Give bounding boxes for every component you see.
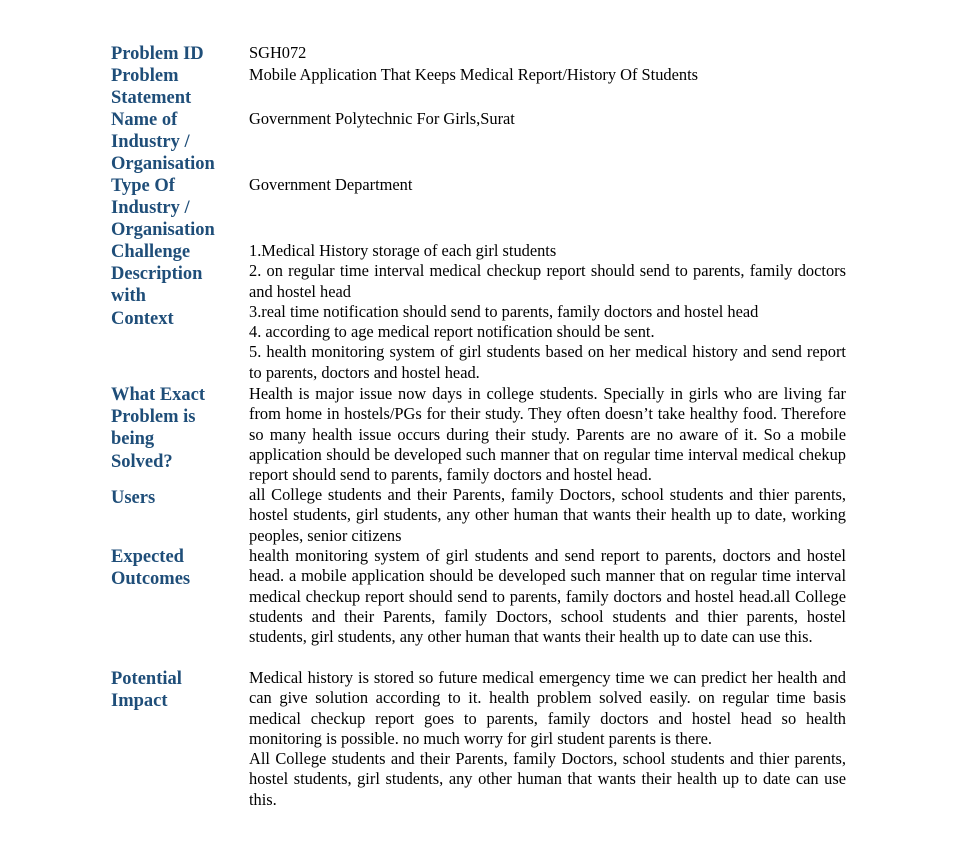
value-problem-statement: Mobile Application That Keeps Medical Report/History Of Students xyxy=(249,65,699,84)
value-problem-id: SGH072 xyxy=(249,43,307,62)
value-problem-solved: Health is major issue now days in college students. Specially in girls who are living far from home in hostels/PGs for their study. They often doesn’t take healthy food. Therefore so many health issue occurs during their study. Parents are no aware of it. So a mobile application should be developed such manner that on regular time interval medical chekup report should send to parents, family doctors and hostel head. xyxy=(249,384,846,485)
value-users: all College students and their Parents, family Doctors, school students and thier parents, hostel students, girl students, any other human that wants their health up to date, working peoples, senior citizens xyxy=(249,485,846,545)
value-organisation-type: Government Department xyxy=(249,175,413,194)
value-expected-outcomes: health monitoring system of girl students and send report to parents, doctors and hostel head. a mobile application should be developed such manner that on regular time interval medical checkup report should send to parents, family doctors and hostel head.all College students and their Parents, family Doctors, school students and thier parents, hostel students, girl students, any other human that wants their health up to date can use this. xyxy=(249,546,846,647)
label-potential-impact: Potential Impact xyxy=(111,669,182,712)
label-organisation-name: Name of Industry / Organisation xyxy=(111,110,215,175)
row-potential-impact xyxy=(111,668,846,810)
label-problem-id: Problem ID xyxy=(111,44,204,64)
row-problem-statement xyxy=(111,65,846,109)
label-users: Users xyxy=(111,488,156,508)
label-challenge-description: Challenge Description with Context xyxy=(111,242,203,329)
row-organisation-name xyxy=(111,109,846,175)
label-problem-statement: Problem Statement xyxy=(111,66,192,109)
row-users xyxy=(111,485,846,546)
value-potential-impact: Medical history is stored so future medical emergency time we can predict her health and can give solution according to it. health problem solved easily. on regular time basis medical checkup report goes to parents, family doctors and hostel head so health monitoring is possible. no much worry for girl student parents is there. All College students and their Parents, family Doctors, school students and thier parents, hostel students, girl students, any other human that wants their health up to date can use this. xyxy=(249,668,846,809)
label-organisation-type: Type Of Industry / Organisation xyxy=(111,176,215,241)
row-organisation-type xyxy=(111,175,846,241)
challenge-item-2: 2. on regular time interval medical checkup report should send to parents, family doctors and hostel head xyxy=(249,261,846,301)
value-challenge-description xyxy=(249,241,846,383)
row-problem-id xyxy=(111,43,846,65)
challenge-item-5: 5. health monitoring system of girl students based on her medical history and send report to parents, doctors and hostel head. xyxy=(249,342,846,382)
row-challenge-description xyxy=(111,241,846,384)
challenge-item-3: 3.real time notification should send to parents, family doctors and hostel head xyxy=(249,301,759,321)
row-expected-outcomes xyxy=(111,546,846,668)
row-problem-solved xyxy=(111,384,846,485)
label-problem-solved: What Exact Problem is being Solved? xyxy=(111,385,206,472)
label-expected-outcomes: Expected Outcomes xyxy=(111,547,191,590)
value-organisation-name: Government Polytechnic For Girls,Surat xyxy=(249,109,515,128)
problem-statement-document xyxy=(111,43,846,810)
challenge-item-4: 4. according to age medical report notification should be sent. xyxy=(249,322,655,342)
challenge-item-1: 1.Medical History storage of each girl students xyxy=(249,241,557,260)
